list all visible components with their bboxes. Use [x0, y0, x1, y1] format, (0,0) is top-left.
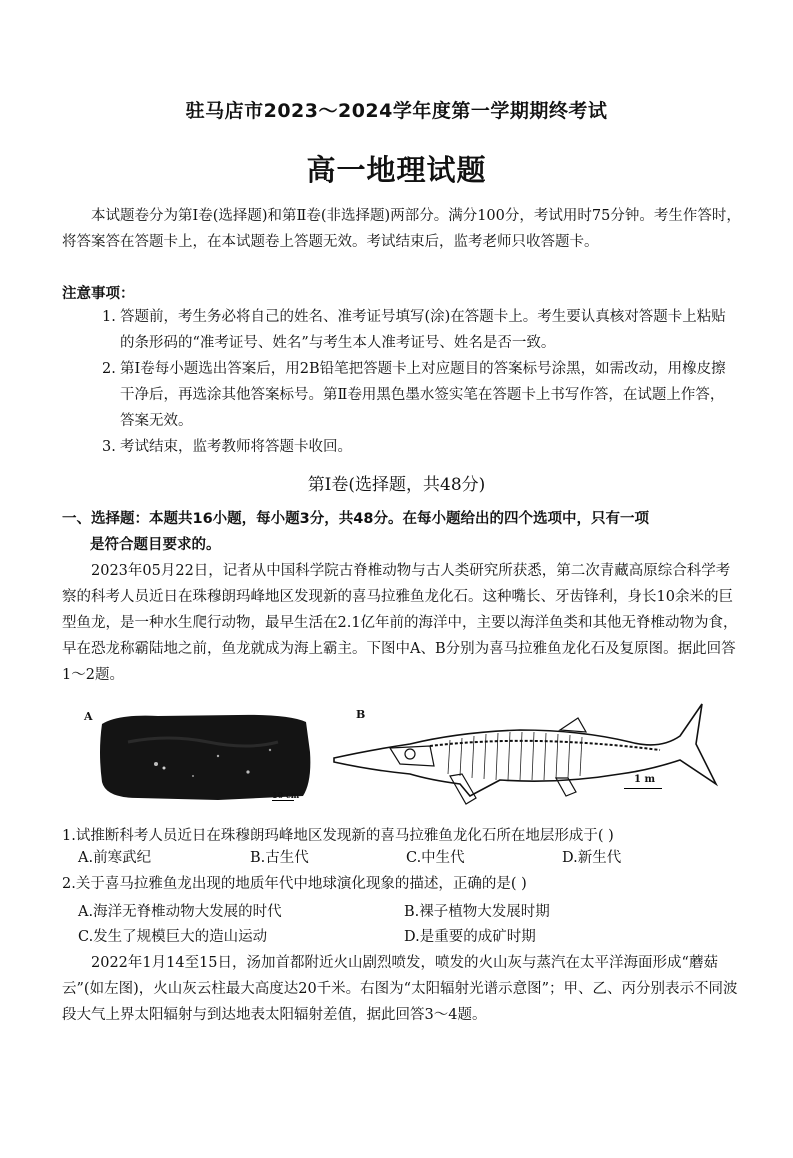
subject-title: 高一地理试题 [306, 153, 487, 187]
option-a: A.前寒武纪 [78, 850, 152, 866]
notice-item-text: 考试结束，监考教师将答题卡收回。 [120, 439, 352, 455]
option-d: D.是重要的成矿时期 [404, 929, 536, 945]
fossil-photo-image [98, 712, 313, 802]
intro-paragraph: 本试题卷分为第Ⅰ卷(选择题)和第Ⅱ卷(非选择题)两部分。满分100分，考试用时75分钟。考生作答时，将答案答在答题卡上，在本试题卷上答题无效。考试结束后，监考老师只收答题卡。 [62, 208, 741, 250]
notice-item-text: 第Ⅰ卷每小题选出答案后，用2B铅笔把答题卡上对应题目的答案标号涂黑，如需改动，用橡皮擦干净后，再选涂其他答案标号。第Ⅱ卷用黑色墨水签实笔在答题卡上书写作答，在试题上作答，答案无效。 [120, 361, 726, 429]
question-2-stem: 2.关于喜马拉雅鱼龙出现的地质年代中地球演化现象的描述，正确的是( ) [62, 876, 527, 892]
figure-label-a: A [84, 710, 93, 723]
exam-title: 驻马店市2023～2024学年度第一学期期终考试 [185, 100, 608, 122]
option-c: C.中生代 [406, 850, 465, 866]
instruction-line-2: 是符合题目要求的。 [90, 537, 221, 553]
option-c: C.发生了规模巨大的造山运动 [78, 929, 268, 945]
option-b: B.裸子植物大发展时期 [404, 904, 550, 920]
instruction-line-1: 一、选择题：本题共16小题，每小题3分，共48分。在每小题给出的四个选项中，只有一项 [62, 511, 649, 527]
scale-bar-b [624, 788, 662, 789]
section-instruction [62, 506, 752, 558]
passage-tonga-volcano: 2022年1月14至15日，汤加首都附近火山剧烈喷发，喷发的火山灰与蒸汽在太平洋海面形成“蘑菇云”(如左图)，火山灰云柱最大高度达20千米。右图为“太阳辐射光谱示意图”；甲、乙、丙分别表示不同波段大气上界太阳辐射与到达地表太阳辐射差值，据此回答3～4题。 [62, 955, 738, 1023]
notice-item-number: 3. [102, 439, 116, 455]
ichthyosaur-figure [76, 700, 726, 815]
notice-item-text: 答题前，考生务必将自己的姓名、准考证号填写(涂)在答题卡上。考生要认真核对答题卡上粘贴的条形码的“准考证号、姓名”与考生本人准考证号、姓名是否一致。 [120, 309, 726, 351]
section-heading: 第Ⅰ卷(选择题，共48分) [307, 475, 486, 495]
notice-heading: 注意事项： [62, 286, 135, 302]
notice-item [104, 434, 734, 460]
notice-item [104, 304, 734, 356]
question-2-options-row1 [78, 900, 758, 924]
scale-bar-a [272, 800, 294, 801]
option-b: B.古生代 [250, 850, 309, 866]
notice-item-number: 1. [102, 309, 116, 325]
scale-label-a: 10 cm [272, 790, 300, 800]
option-d: D.新生代 [562, 850, 622, 866]
scale-label-b: 1 m [634, 774, 656, 785]
notice-item [104, 356, 734, 434]
passage-ichthyosaur: 2023年05月22日，记者从中国科学院古脊椎动物与古人类研究所获悉，第二次青藏高原综合科学考察的科考人员近日在珠穆朗玛峰地区发现新的喜马拉雅鱼龙化石。这种嘴长、牙齿锋利，身长10余米的巨型鱼龙，是一种水生爬行动物，最早生活在2.1亿年前的海洋中，主要以海洋鱼类和其他无脊椎动物为食，早在恐龙称霸陆地之前，鱼龙就成为海上霸主。下图中A、B分别为喜马拉雅鱼龙化石及复原图。据此回答1～2题。 [62, 563, 738, 683]
option-a: A.海洋无脊椎动物大发展的时代 [78, 904, 282, 920]
figure-label-b: B [356, 708, 366, 721]
skeleton-reconstruction-image [330, 700, 720, 812]
question-1-stem: 1.试推断科考人员近日在珠穆朗玛峰地区发现新的喜马拉雅鱼龙化石所在地层形成于( ) [62, 828, 614, 844]
notice-item-number: 2. [102, 361, 116, 377]
question-2-options-row2 [78, 925, 758, 949]
question-1-options [78, 846, 758, 870]
